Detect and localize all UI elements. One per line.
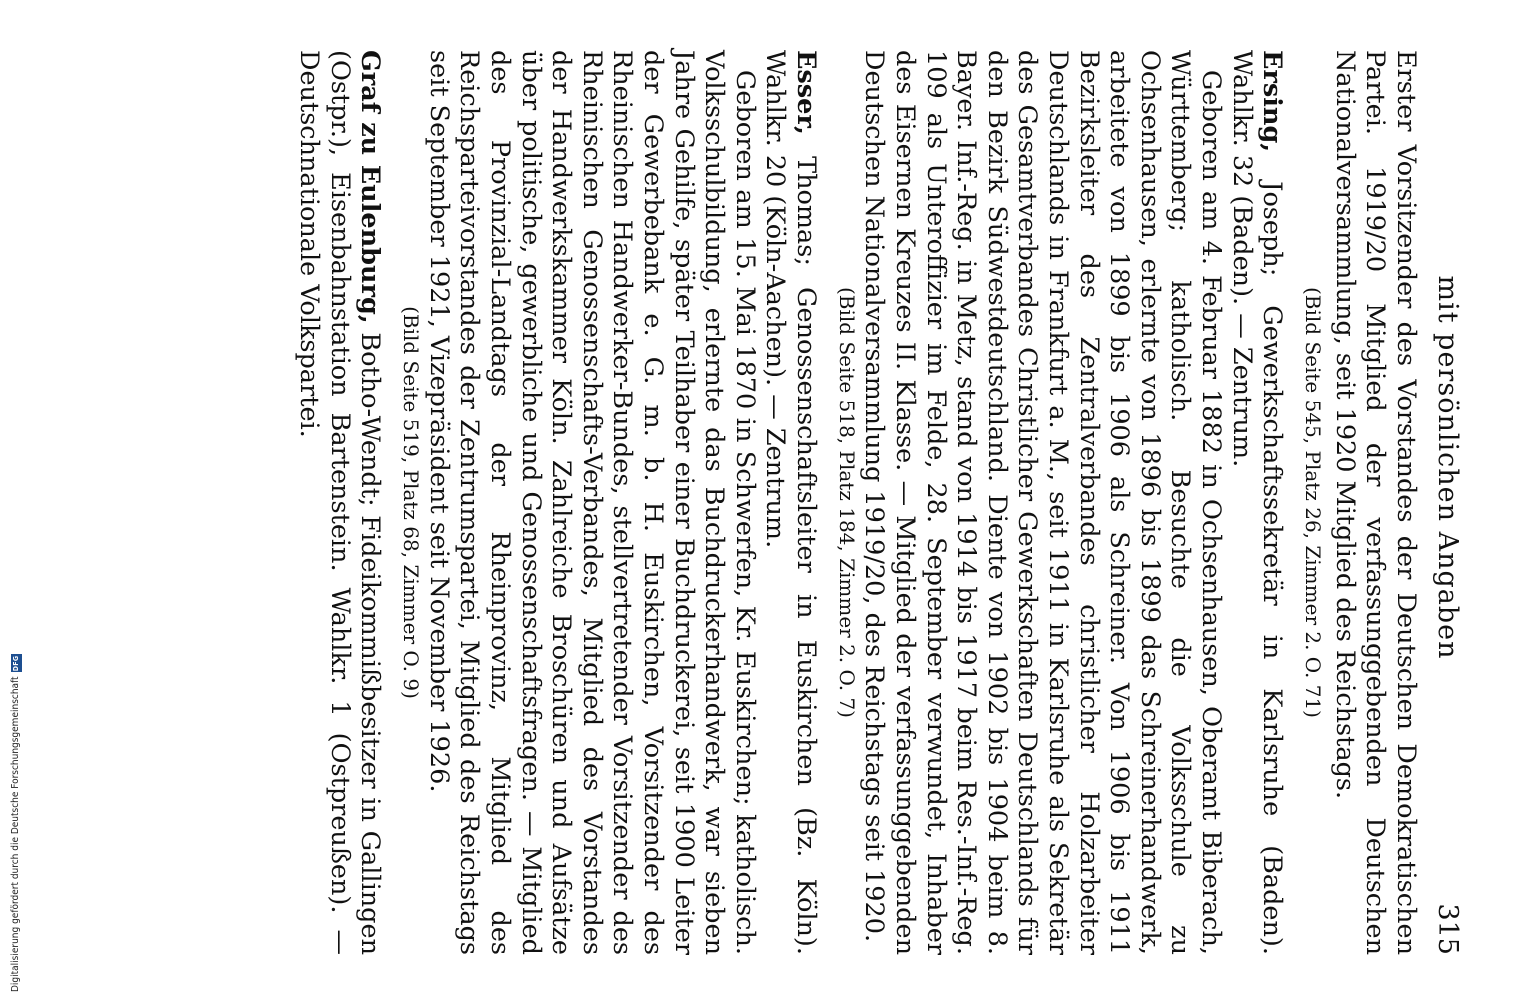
picture-reference: (Bild Seite 545, Platz 26, Zimmer 2. O. 71) bbox=[1301, 287, 1326, 718]
rotated-page bbox=[105, 50, 1465, 955]
document-page bbox=[105, 50, 1465, 955]
credit-text: Digitalisierung gefördert durch die Deutsche Forschungsgemeinschaft bbox=[10, 676, 21, 992]
running-head bbox=[1421, 50, 1465, 955]
entry-eulenburg bbox=[293, 50, 385, 955]
entry-biography: Geboren am 4. Februar 1882 in Ochsenhausen, Oberamt Biberach, Württemberg; katholisch. Besuchte die Volksschule zu Ochsenhausen, erlernte von 1896 bis 1899 das Schreinerhandwerk, arbeitete von 1899 bis 1906 als Schreiner. Von 1906 bis 1911 Bezirksleiter des Zentralverbandes christlicher Holzarbeiter Deutschlands in Frankfurt a. M., seit 1911 in Karlsruhe als Sekretär des Gesamtverbandes Christlicher Gewerkschaften Deutschlands für den Bezirk Südwestdeutschland. Diente von 1902 bis 1904 beim 8. Bayer. Inf.-Reg. in Metz, stand von 1914 bis 1917 beim Res.-Inf.-Reg. 109 als Unteroffizier im Felde, 28. September verwundet, Inhaber des Eisernen Kreuzes II. Klasse. — Mitglied der verfassunggebenden Deutschen Nationalversammlung 1919/20, des Reichstags seit 1920. bbox=[859, 50, 1227, 955]
page-number: 315 bbox=[1432, 903, 1463, 955]
entry-head bbox=[293, 50, 385, 955]
entry-biography: Geboren am 15. Mai 1870 in Schwerfen, Kr. Euskirchen; katholisch. Volksschulbildung, erlernte das Buchdruckerhandwerk, war sieben Jahre Gehilfe, später Teilhaber einer Buchdruckerei, seit 1900 Leiter der Gewerbebank e. G. m. b. H. Euskirchen, Vorsitzender des Rheinischen Handwerker-Bundes, stellvertretender Vorsitzender des Rheinischen Genossenschafts-Verbandes, Mitglied des Vorstandes der Handwerkskammer Köln. Zahlreiche Broschüren und Aufsätze über politische, gewerbliche und Genossenschaftsfragen. — Mitglied des Provinzial-Landtags der Rheinprovinz, Mitglied des Reichsparteivorstandes der Zentrumspartei, Mitglied des Reichstags seit September 1921, Vizepräsident seit November 1926. bbox=[423, 50, 760, 955]
picture-reference: (Bild Seite 519, Platz 68, Zimmer O. 9) bbox=[399, 306, 424, 699]
entry-head bbox=[760, 50, 821, 955]
entry-head-text: Joseph; Gewerkschaftssekretär in Karlsruhe (Baden). Wahlkr. 32 (Baden). — Zentrum. bbox=[1226, 50, 1288, 955]
picture-reference: (Bild Seite 518, Platz 184, Zimmer 2. O. 7) bbox=[834, 287, 859, 718]
entry-head-text: Botho-Wendt; Fideikommißbesitzer in Gallingen (Ostpr.), Eisenbahnstation Bartenstein. Wahlkr. 1 (Ostpreußen). — Deutschnationale Volkspartei. bbox=[294, 50, 386, 956]
entry-esser bbox=[399, 50, 821, 955]
entry-name: Ersing, bbox=[1257, 50, 1288, 153]
entry-name: Esser, bbox=[790, 50, 821, 135]
digitization-credit bbox=[10, 654, 22, 992]
running-head-title: mit persönlichen Angaben bbox=[1432, 275, 1463, 660]
entry-head bbox=[1226, 50, 1287, 955]
entry-ersing bbox=[835, 50, 1287, 955]
continuation-text: Erster Vorsitzender des Vorstandes der Deutschen Demokratischen Partei. 1919/20 Mitglied der verfassunggebenden Deutschen Nationalversammlung, seit 1920 Mitglied des Reichstags. bbox=[1329, 50, 1421, 955]
entry-name: Graf zu Eulenburg, bbox=[355, 50, 386, 324]
dfg-logo: DFG bbox=[11, 655, 20, 672]
entry-head-text: Thomas; Genossenschaftsleiter in Euskirchen (Bz. Köln). Wahlkr. 20 (Köln-Aachen). — Zentrum. bbox=[760, 50, 821, 955]
